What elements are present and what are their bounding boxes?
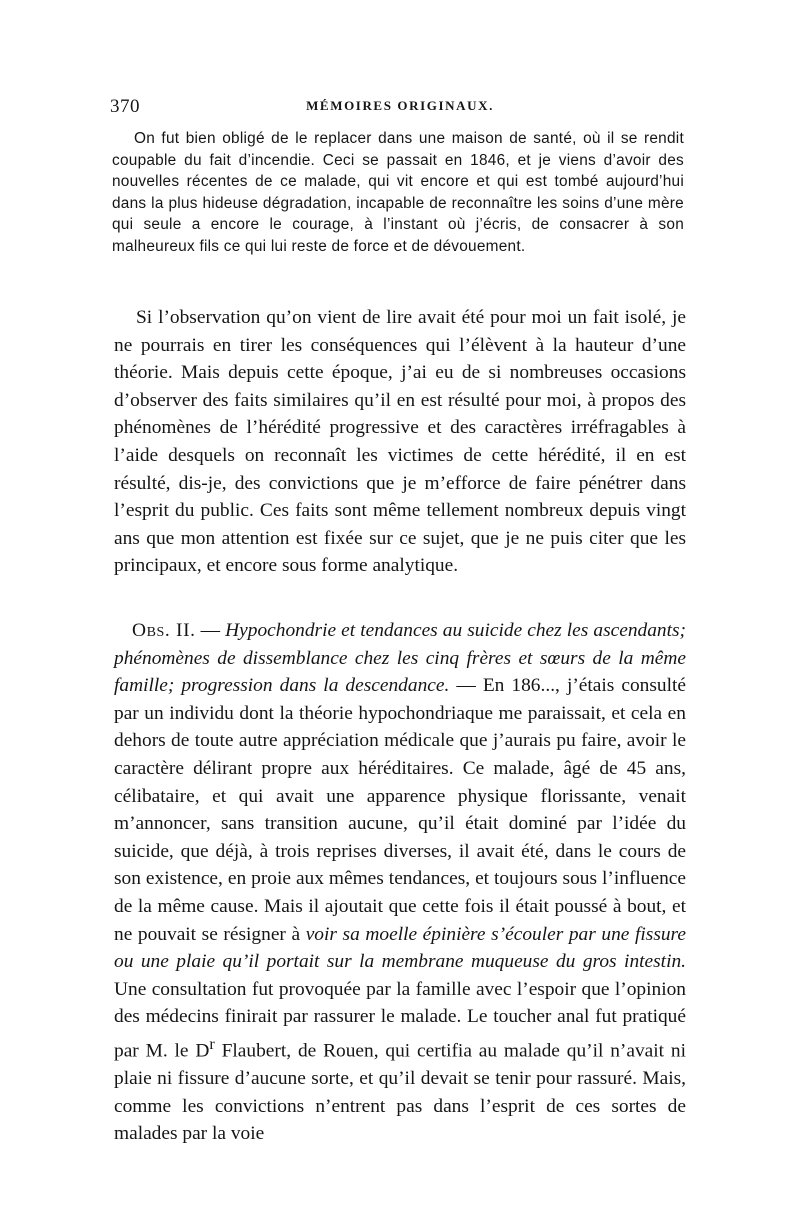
- observation-italic-phrase: voir sa moelle épinière s’écouler par une fissure ou une plaie qu’il portait sur la membrane muqueuse du gros intestin.: [114, 923, 686, 973]
- observation-label: Obs. II.: [132, 620, 196, 641]
- observation-paragraph: [114, 617, 686, 1148]
- small-print-paragraph: On fut bien obligé de le replacer dans une maison de santé, où il se rendit coupable du fait d’incendie. Ceci se passait en 1846, et je viens d’avoir des nouvelles récentes de ce malade, qui vit encore et qui est tombé aujourd’hui dans la plus hideuse dégradation, incapable de reconnaître les soins d’une mère qui seule a encore le courage, à l’instant où j’écris, de consacrer à son malheureux fils ce qui lui reste de force et de dévouement.: [112, 130, 684, 255]
- doctor-superscript: r: [209, 1035, 215, 1053]
- observation-dash: —: [195, 620, 226, 641]
- observation-text-3: Flaubert, de Rouen, qui certifia au malade qu’il n’avait ni plaie ni fissure d’aucune sorte, et qu’il devait se tenir pour rassuré. Mais, comme les convictions n’entrent pas dans l’esprit de ces sortes de malades par la voie: [114, 1040, 686, 1145]
- body-paragraph: Si l’observation qu’on vient de lire avait été pour moi un fait isolé, je ne pourrais en tirer les conséquences qui l’élèvent à la hauteur d’une théorie. Mais depuis cette époque, j’ai eu de si nombreuses occasions d’observer des faits similaires qu’il en est résulté pour moi, à propos des phénomènes de l’hérédité progressive et des caractères irréfragables à l’aide desquels on reconnaît les victimes de cette hérédité, il en est résulté, dis-je, des convictions que je m’efforce de faire pénétrer dans l’esprit du public. Ces faits sont même tellement nombreux depuis vingt ans que mon attention est fixée sur ce sujet, que je ne puis citer que les principaux, et encore sous forme analytique.: [114, 307, 686, 577]
- page-header: [110, 96, 690, 120]
- observation-text-1: — En 186..., j’étais consulté par un individu dont la théorie hypochondriaque me paraissait, et cela en dehors de toute autre appréciation médicale que j’aurais pu faire, avoir le caractère délirant propre aux héréditaires. Ce malade, âgé de 45 ans, célibataire, et qui avait une apparence physique florissante, venait m’annoncer, sans transition aucune, qu’il était dominé par l’idée du suicide, que déjà, à trois reprises diverses, il avait été, dans le cours de son existence, en proie aux mêmes tendances, et toujours sous l’influence de la même cause. Mais il ajoutait que cette fois il était poussé à bout, et ne pouvait se résigner à: [114, 675, 686, 945]
- page-number: 370: [110, 96, 140, 117]
- running-head: MÉMOIRES ORIGINAUX.: [306, 98, 494, 113]
- observation-title: Hypochondrie et tendances au suicide chez les ascendants; phénomènes de dissemblance chez les cinq frères et sœurs de la même famille; progression dans la descendance.: [114, 620, 686, 697]
- observation-text-2: Une consultation fut provoquée par la famille avec l’espoir que l’opinion des médecins finirait par rassurer le malade. Le toucher anal fut pratiqué par M. le D: [114, 978, 686, 1062]
